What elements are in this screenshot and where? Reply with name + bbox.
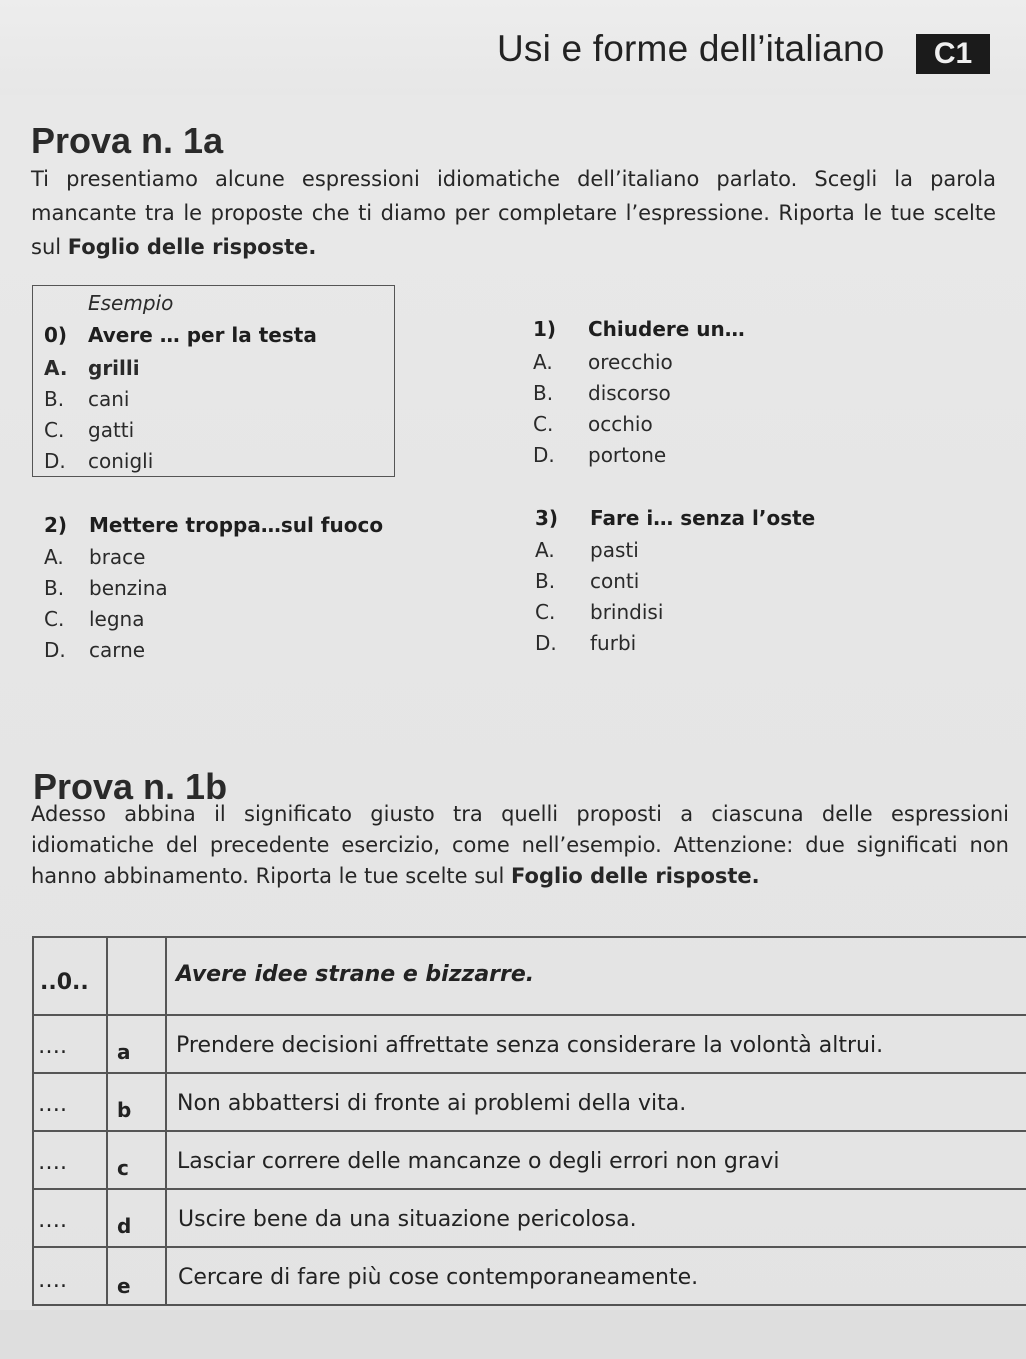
- example-option-c: gatti: [88, 418, 135, 442]
- q1-option-b: discorso: [588, 381, 671, 405]
- question-1-number: 1): [533, 317, 557, 341]
- row-letter-e: e: [117, 1274, 131, 1298]
- instructions-1b-bold: Foglio delle risposte.: [511, 864, 760, 888]
- table-col-divider-1: [106, 936, 108, 1306]
- q1-option-letter-a: A.: [533, 350, 553, 374]
- meaning-d: Uscire bene da una situazione pericolosa.: [178, 1207, 637, 1232]
- table-col-divider-2: [165, 936, 167, 1306]
- table-left-border: [32, 936, 34, 1306]
- question-1-text: Chiudere un…: [588, 317, 745, 341]
- table-row-line-3: [32, 1130, 1026, 1132]
- example-option-letter-b: B.: [44, 387, 65, 411]
- example-option-a: grilli: [88, 356, 140, 380]
- example-answer-cell: ..0..: [40, 970, 89, 995]
- example-box: [32, 285, 395, 477]
- level-badge: C1: [916, 34, 990, 74]
- q3-option-d: furbi: [590, 631, 637, 655]
- row-letter-a: a: [117, 1040, 131, 1064]
- instructions-1b-text: Adesso abbina il significato giusto tra quelli proposti a ciascuna delle espressioni idiomatiche del precedente esercizio, come nell’esempio. Attenzione: due significati non hanno abbinamento. Riporta le tue scelte sul: [31, 802, 1009, 888]
- section-title-1a: Prova n. 1a: [31, 120, 224, 161]
- meaning-c: Lasciar correre delle mancanze o degli errori non gravi: [177, 1149, 780, 1174]
- q2-option-letter-d: D.: [44, 638, 66, 662]
- q3-option-b: conti: [590, 569, 640, 593]
- meaning-e: Cercare di fare più cose contemporaneamente.: [178, 1265, 699, 1290]
- book-title: Usi e forme dell’italiano: [497, 28, 885, 69]
- example-number: 0): [44, 323, 68, 347]
- question-3-text: Fare i… senza l’oste: [590, 506, 816, 530]
- meaning-b: Non abbattersi di fronte ai problemi della vita.: [177, 1091, 687, 1116]
- q2-option-letter-c: C.: [44, 607, 65, 631]
- answer-blank-d[interactable]: ….: [38, 1208, 67, 1233]
- table-top-border: [32, 936, 1026, 938]
- answer-blank-a[interactable]: ….: [38, 1034, 67, 1059]
- question-2-number: 2): [44, 513, 68, 537]
- q2-option-letter-b: B.: [44, 576, 65, 600]
- q3-option-c: brindisi: [590, 600, 664, 624]
- answer-blank-b[interactable]: ….: [38, 1092, 67, 1117]
- row-letter-b: b: [117, 1098, 132, 1122]
- q2-option-letter-a: A.: [44, 545, 64, 569]
- example-question: Avere … per la testa: [88, 323, 317, 347]
- q2-option-c: legna: [89, 607, 145, 631]
- example-option-d: conigli: [88, 449, 154, 473]
- q3-option-a: pasti: [590, 538, 639, 562]
- example-option-letter-d: D.: [44, 449, 66, 473]
- q1-option-a: orecchio: [588, 350, 673, 374]
- q1-option-d: portone: [588, 443, 667, 467]
- instructions-1a-text: Ti presentiamo alcune espressioni idiomatiche dell’italiano parlato. Scegli la parola mancante tra le proposte che ti diamo per completare l’espressione. Riporta le tue scelte sul: [31, 167, 996, 259]
- q1-option-letter-d: D.: [533, 443, 555, 467]
- example-label: Esempio: [88, 291, 174, 315]
- question-3-number: 3): [535, 506, 559, 530]
- answer-blank-c[interactable]: ….: [38, 1150, 67, 1175]
- example-option-letter-a: A.: [44, 356, 68, 380]
- q3-option-letter-a: A.: [535, 538, 555, 562]
- example-option-letter-c: C.: [44, 418, 65, 442]
- example-option-b: cani: [88, 387, 130, 411]
- row-letter-c: c: [117, 1156, 129, 1180]
- page-bottom-edge: [0, 1310, 1026, 1359]
- row-letter-d: d: [117, 1214, 132, 1238]
- q1-option-letter-b: B.: [533, 381, 554, 405]
- q3-option-letter-c: C.: [535, 600, 556, 624]
- table-row-line-4: [32, 1188, 1026, 1190]
- table-row-line-5: [32, 1246, 1026, 1248]
- answer-blank-e[interactable]: ….: [38, 1268, 67, 1293]
- q2-option-d: carne: [89, 638, 146, 662]
- q2-option-b: benzina: [89, 576, 168, 600]
- table-row-line-2: [32, 1072, 1026, 1074]
- table-row-line-1: [32, 1014, 1026, 1016]
- meaning-a: Prendere decisioni affrettate senza considerare la volontà altrui.: [176, 1033, 884, 1058]
- section-title-1b: Prova n. 1b: [33, 766, 228, 807]
- table-bottom-border: [32, 1304, 1026, 1306]
- instructions-1a-bold: Foglio delle risposte.: [67, 235, 317, 259]
- q2-option-a: brace: [89, 545, 146, 569]
- q1-option-letter-c: C.: [533, 412, 554, 436]
- q3-option-letter-b: B.: [535, 569, 556, 593]
- example-meaning: Avere idee strane e bizzarre.: [176, 962, 535, 987]
- instructions-1b: [31, 799, 1009, 892]
- q3-option-letter-d: D.: [535, 631, 557, 655]
- question-2-text: Mettere troppa…sul fuoco: [89, 513, 384, 537]
- q1-option-c: occhio: [588, 412, 653, 436]
- instructions-1a: [31, 162, 996, 264]
